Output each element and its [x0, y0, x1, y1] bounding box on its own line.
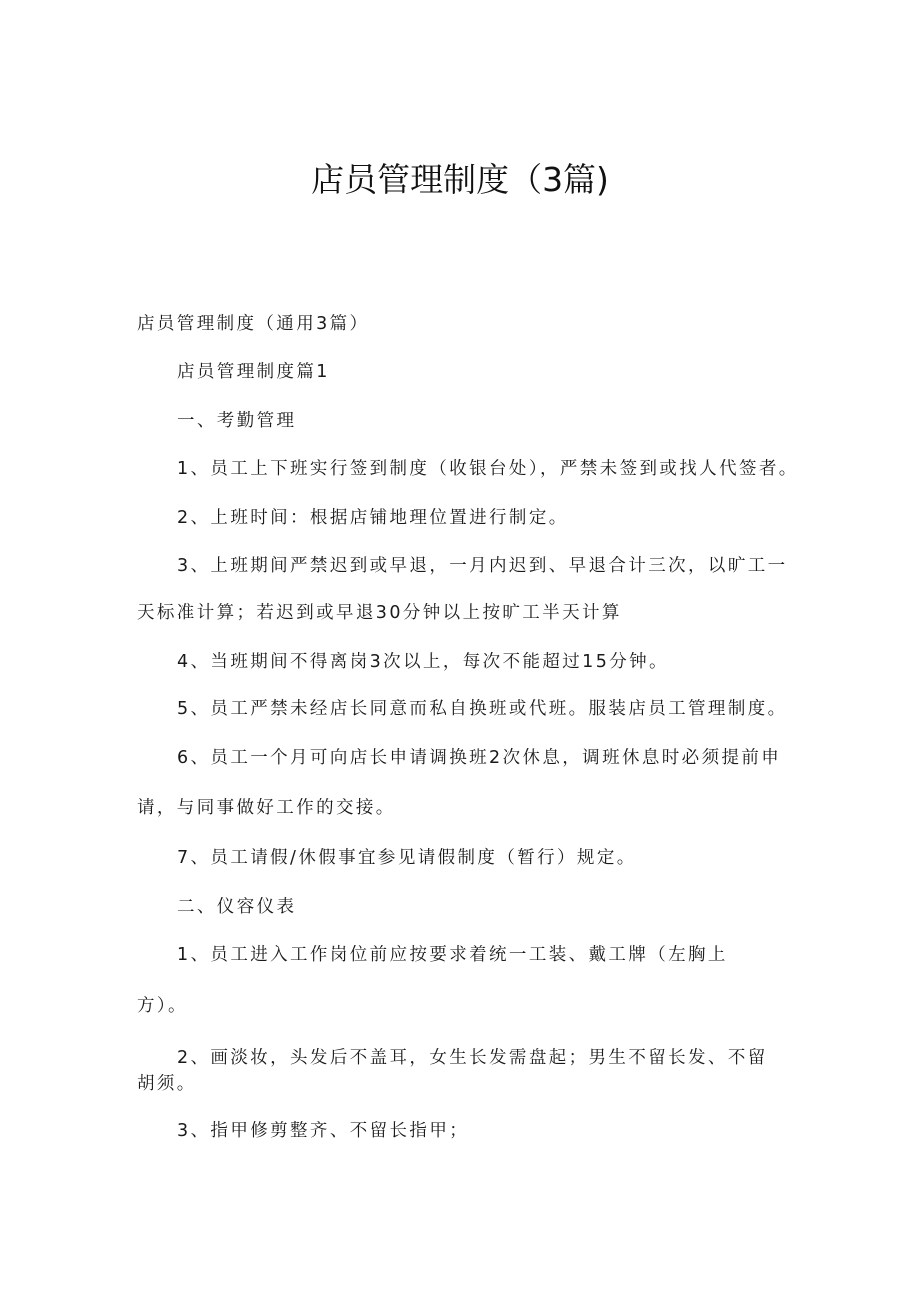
paragraph-line: 3、指甲修剪整齐、不留长指甲；	[177, 1121, 470, 1141]
paragraph-line: 1、员工进入工作岗位前应按要求着统一工装、戴工牌（左胸上	[177, 945, 728, 965]
paragraph-line: 6、员工一个月可向店长申请调换班2次休息，调班休息时必须提前申	[177, 748, 782, 768]
paragraph-line: 天标准计算；若迟到或早退30分钟以上按旷工半天计算	[137, 603, 622, 623]
paragraph-line: 胡须。	[137, 1074, 197, 1094]
paragraph-line: 7、员工请假/休假事宜参见请假制度（暂行）规定。	[177, 848, 637, 868]
paragraph-line: 5、员工严禁未经店长同意而私自换班或代班。服装店员工管理制度。	[177, 699, 788, 719]
document-title: 店员管理制度（3篇)	[311, 160, 609, 199]
section-heading-part1: 店员管理制度篇1	[177, 362, 330, 382]
paragraph-line: 4、当班期间不得离岗3次以上，每次不能超过15分钟。	[177, 652, 669, 672]
paragraph-line: 请，与同事做好工作的交接。	[137, 798, 396, 818]
paragraph-line: 2、画淡妆，头发后不盖耳，女生长发需盘起；男生不留长发、不留	[177, 1048, 768, 1068]
paragraph-line: 1、员工上下班实行签到制度（收银台处），严禁未签到或找人代签者。	[177, 459, 799, 479]
paragraph-line: 2、上班时间：根据店铺地理位置进行制定。	[177, 508, 569, 528]
heading-appearance: 二、仪容仪表	[177, 897, 297, 917]
paragraph-line: 3、上班期间严禁迟到或早退，一月内迟到、早退合计三次，以旷工一	[177, 556, 788, 576]
subtitle-line: 店员管理制度（通用3篇）	[137, 314, 370, 334]
heading-attendance: 一、考勤管理	[177, 411, 297, 431]
paragraph-line: 方）。	[137, 996, 188, 1016]
